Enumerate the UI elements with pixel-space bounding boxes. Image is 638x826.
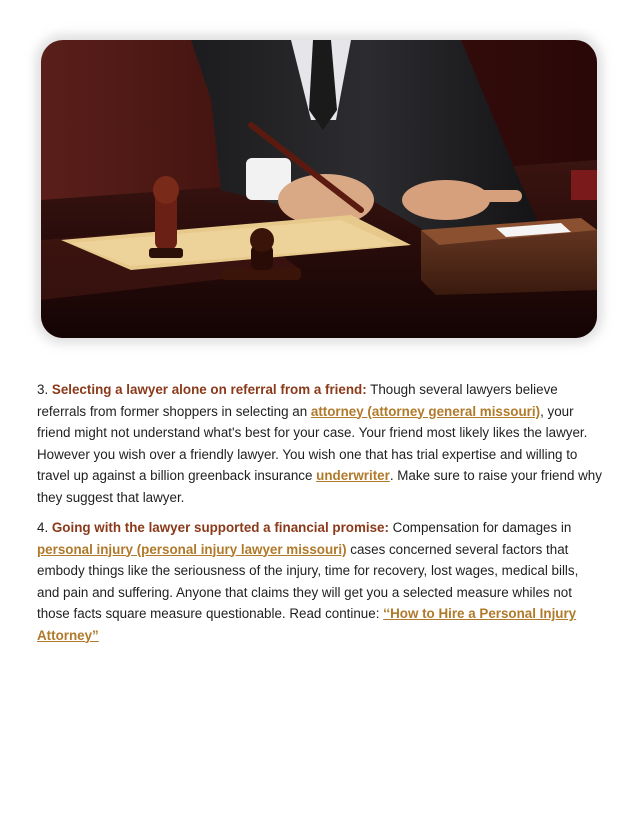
attorney-link[interactable]: attorney (attorney general missouri) bbox=[310, 403, 541, 419]
paragraph-text: cases concerned several factors that embody things like the seriousness of the injury, time for recovery, lost wages, medical bills, and pain and suffering. Anyone that claims they will get you a selected measure whiles not those facts square measure questionable. Read continue: bbox=[37, 541, 579, 621]
paragraph-4 bbox=[37, 517, 602, 646]
paragraph-text: , your friend might not understand what's best for your case. Your friend most likely likes the lawyer. However you wish over a friendly lawyer. You wish one that has trial expertise and willing to travel up against a billion greenback insurance bbox=[37, 403, 588, 483]
underwriter-link[interactable]: underwriter bbox=[316, 468, 390, 483]
paragraph-text: Though several lawyers believe referrals from former shoppers in selecting an bbox=[37, 382, 558, 419]
paragraph-heading: Selecting a lawyer alone on referral from a friend: bbox=[51, 382, 367, 397]
item-number: 4. bbox=[37, 520, 52, 535]
paragraph-text: . Make sure to raise your friend why they suggest that lawyer. bbox=[37, 468, 602, 505]
article-body bbox=[37, 379, 602, 655]
paragraph-3 bbox=[37, 379, 602, 508]
hire-attorney-link[interactable]: ‘‘How to Hire a Personal Injury Attorney” bbox=[37, 606, 577, 643]
lawyer-signing-photo bbox=[41, 40, 597, 338]
item-number: 3. bbox=[37, 382, 52, 397]
personal-injury-link[interactable]: personal injury (personal injury lawyer missouri) bbox=[37, 541, 347, 557]
paragraph-heading: Going with the lawyer supported a financial promise: bbox=[51, 520, 389, 535]
paragraph-text: Compensation for damages in bbox=[388, 520, 572, 535]
